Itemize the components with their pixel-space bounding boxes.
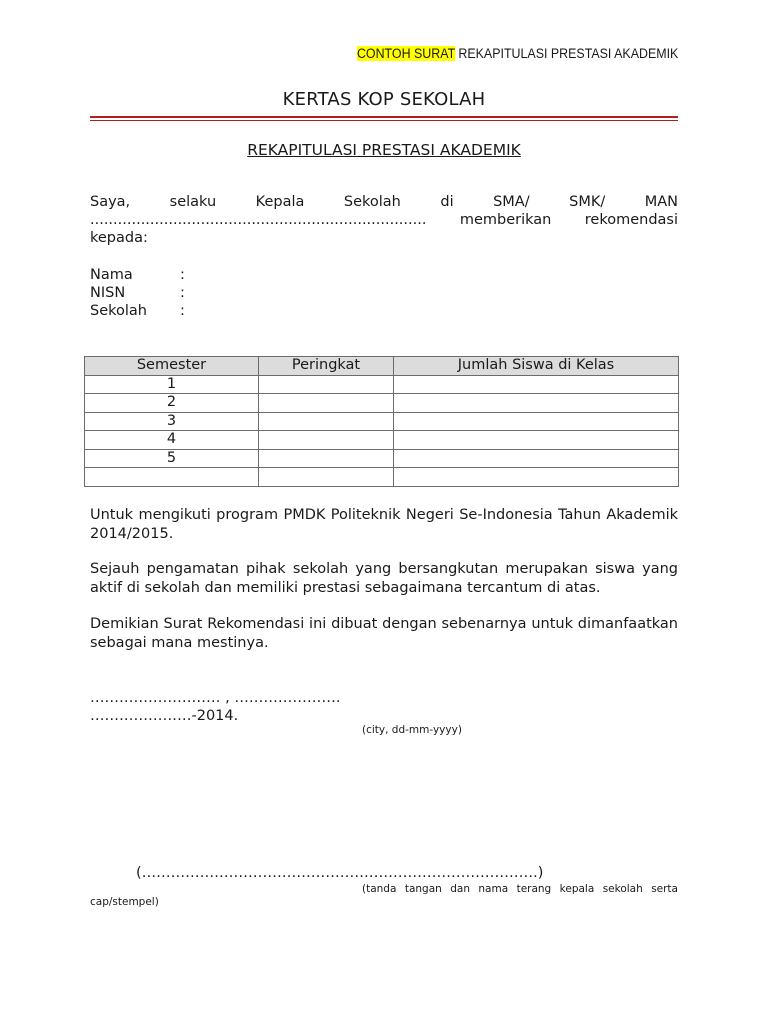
table-cell xyxy=(394,449,679,468)
table-row xyxy=(85,394,679,413)
intro-line-3: kepada: xyxy=(90,230,148,246)
column-header-jumlah-siswa: Jumlah Siswa di Kelas xyxy=(394,357,679,376)
table-cell xyxy=(259,431,394,450)
table-row xyxy=(85,412,679,431)
table-row xyxy=(85,449,679,468)
document-title: REKAPITULASI PRESTASI AKADEMIK xyxy=(247,141,521,159)
table-cell xyxy=(259,449,394,468)
paragraph-observation: Sejauh pengamatan pihak sekolah yang bersangkutan merupakan siswa yang aktif di sekolah dan memiliki prestasi sebagaimana tercantum di atas. xyxy=(90,561,678,596)
letterhead-title: KERTAS KOP SEKOLAH xyxy=(282,89,486,110)
field-label: Sekolah xyxy=(90,303,147,319)
field-label: Nama xyxy=(90,267,133,283)
table-cell xyxy=(394,431,679,450)
field-nisn xyxy=(90,284,185,302)
table-cell xyxy=(259,375,394,394)
table-header-row xyxy=(85,357,679,376)
table-cell xyxy=(259,468,394,487)
field-separator: : xyxy=(180,285,185,301)
paragraph-closing: Demikian Surat Rekomendasi ini dibuat dengan sebenarnya untuk dimanfaatkan sebagai mana mestinya. xyxy=(90,616,678,651)
table-cell xyxy=(259,412,394,431)
header-text: REKAPITULASI PRESTASI AKADEMIK xyxy=(454,46,678,61)
field-nama xyxy=(90,266,185,284)
date-line-2: …………………-2014. xyxy=(90,708,239,724)
table-cell xyxy=(394,375,679,394)
field-separator: : xyxy=(180,267,185,283)
achievement-table xyxy=(84,356,679,487)
field-sekolah xyxy=(90,302,185,320)
table-cell xyxy=(394,412,679,431)
header-highlight: CONTOH SURAT xyxy=(356,46,455,61)
table-row xyxy=(85,375,679,394)
signature-hint: (tanda tangan dan nama terang kepala sekolah serta xyxy=(362,883,678,895)
field-separator: : xyxy=(180,303,185,319)
table-row xyxy=(85,431,679,450)
signature-hint-cont: cap/stempel) xyxy=(90,896,159,908)
intro-line-2: ......................................................................... memberikan rekomendasi xyxy=(90,212,678,228)
date-format-hint: (city, dd-mm-yyyy) xyxy=(362,724,462,736)
table-row xyxy=(85,468,679,487)
table-cell xyxy=(85,468,259,487)
table-cell: 2 xyxy=(85,394,259,413)
document-header xyxy=(357,46,678,61)
table-cell xyxy=(394,468,679,487)
table-cell xyxy=(394,394,679,413)
letterhead-rule-thin xyxy=(90,120,678,121)
date-line-1: ……………………… , …………………. xyxy=(90,690,341,706)
paragraph-program: Untuk mengikuti program PMDK Politeknik Negeri Se-Indonesia Tahun Akademik 2014/2015. xyxy=(90,507,678,542)
intro-line-1: Saya, selaku Kepala Sekolah di SMA/ SMK/ MAN xyxy=(90,194,678,210)
signature-line: (……………………………………………………………………….) xyxy=(136,865,544,881)
table-cell: 5 xyxy=(85,449,259,468)
table-cell: 4 xyxy=(85,431,259,450)
column-header-semester: Semester xyxy=(85,357,259,376)
field-label: NISN xyxy=(90,285,126,301)
table-cell: 1 xyxy=(85,375,259,394)
table-cell: 3 xyxy=(85,412,259,431)
letterhead-rule-thick xyxy=(90,116,678,118)
column-header-peringkat: Peringkat xyxy=(259,357,394,376)
table-cell xyxy=(259,394,394,413)
